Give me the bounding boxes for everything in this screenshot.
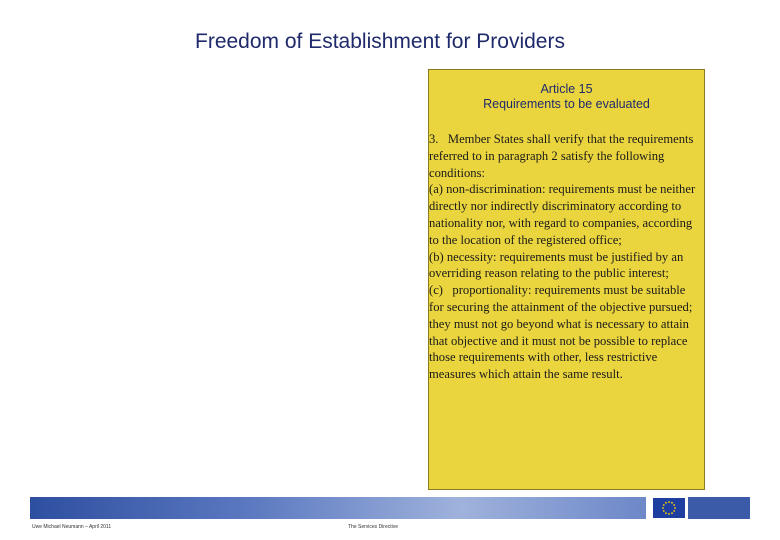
footer-band <box>30 497 646 519</box>
footer-author: Uwe Michael Neumann – April 2011 <box>32 524 112 530</box>
article-paragraph-a: (a) non-discrimination: requirements must be neither directly nor indirectly discriminatory according to nationality nor, with regard to companies, according to the location of the registered office; <box>429 182 696 247</box>
slide-title: Freedom of Establishment for Providers <box>195 30 565 53</box>
footer-topic: The Services Directive <box>348 524 399 530</box>
article-heading <box>429 82 704 112</box>
eu-flag-stars <box>653 498 685 518</box>
article-subtitle: Requirements to be evaluated <box>483 97 650 111</box>
article-paragraph-c: (c) proportionality: requirements must be suitable for securing the attainment of the objective pursued; they must not go beyond what is necessary to attain that objective and it must not be possible to replace those requirements with other, less restrictive measures which attain the same result. <box>429 283 693 382</box>
footer-band-right <box>688 497 750 519</box>
article-box <box>428 69 705 490</box>
article-paragraph-b: (b) necessity: requirements must be justified by an overriding reason relating to the public interest; <box>429 249 684 281</box>
eu-flag-icon <box>652 497 686 519</box>
article-number: Article 15 <box>540 82 593 96</box>
article-body <box>429 131 701 383</box>
article-paragraph-intro: 3. Member States shall verify that the requirements referred to in paragraph 2 satisfy the following conditions: <box>429 132 694 180</box>
